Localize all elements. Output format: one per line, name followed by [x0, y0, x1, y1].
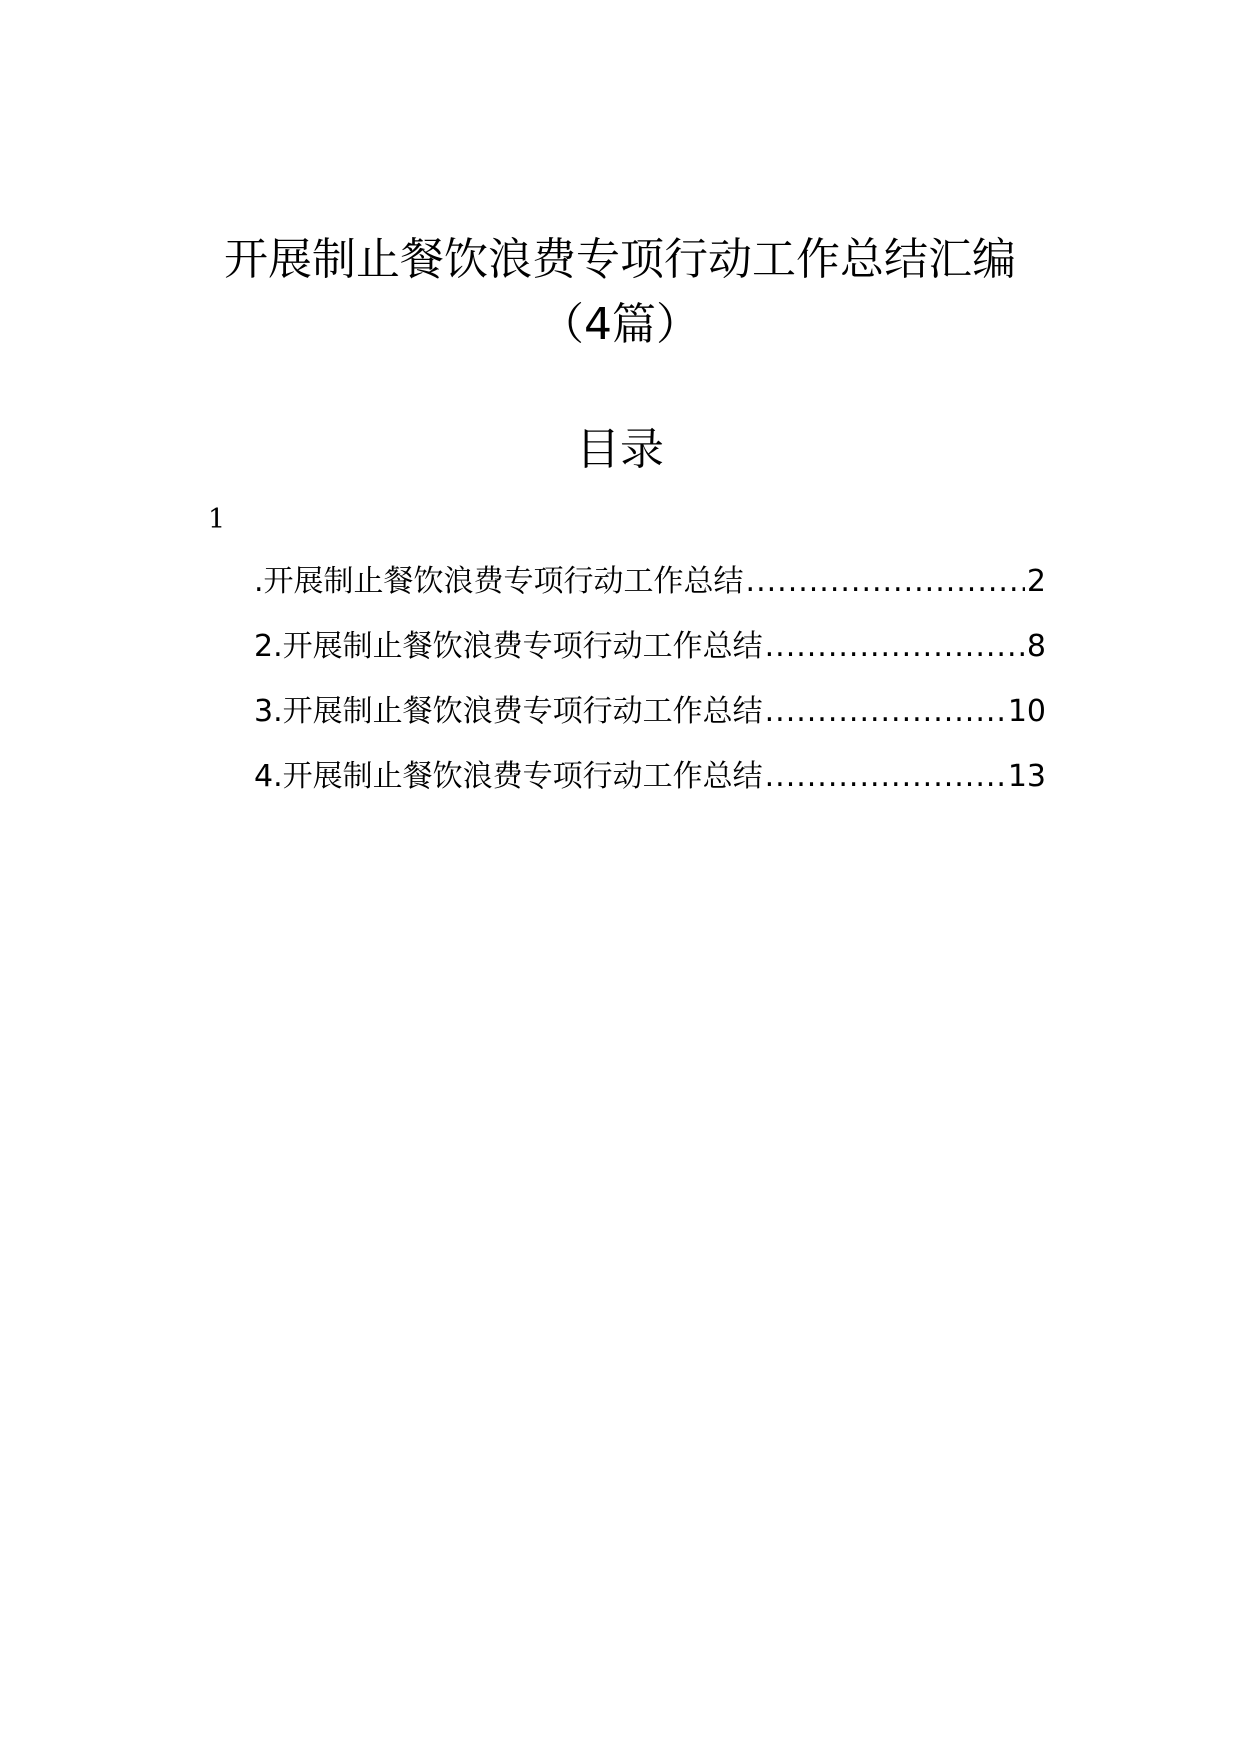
toc-entry-title: 3.开展制止餐饮浪费专项行动工作总结 — [254, 694, 763, 729]
toc-entry[interactable] — [254, 753, 1046, 818]
dot-leader — [746, 558, 1025, 606]
toc-heading: 目录 — [576, 424, 664, 475]
table-of-contents — [254, 558, 1046, 818]
document-title: 开展制止餐饮浪费专项行动工作总结汇编 — [224, 234, 1016, 285]
dot-leader — [765, 623, 1025, 671]
toc-entry-page: 2 — [1026, 564, 1046, 599]
toc-entry-title: 4.开展制止餐饮浪费专项行动工作总结 — [254, 759, 763, 794]
toc-entry-page: 10 — [1007, 694, 1046, 729]
toc-entry-page: 13 — [1007, 759, 1046, 794]
dot-leader — [765, 753, 1006, 801]
toc-entry-title: 2.开展制止餐饮浪费专项行动工作总结 — [254, 629, 763, 664]
toc-entry[interactable] — [254, 688, 1046, 753]
toc-entry-page: 8 — [1026, 629, 1046, 664]
toc-entry-title: .开展制止餐饮浪费专项行动工作总结 — [254, 564, 744, 599]
toc-entry[interactable] — [254, 623, 1046, 688]
dot-leader — [765, 688, 1006, 736]
list-number: 1 — [208, 504, 226, 535]
document-subtitle: （4篇） — [540, 299, 700, 350]
toc-entry[interactable] — [254, 558, 1046, 623]
